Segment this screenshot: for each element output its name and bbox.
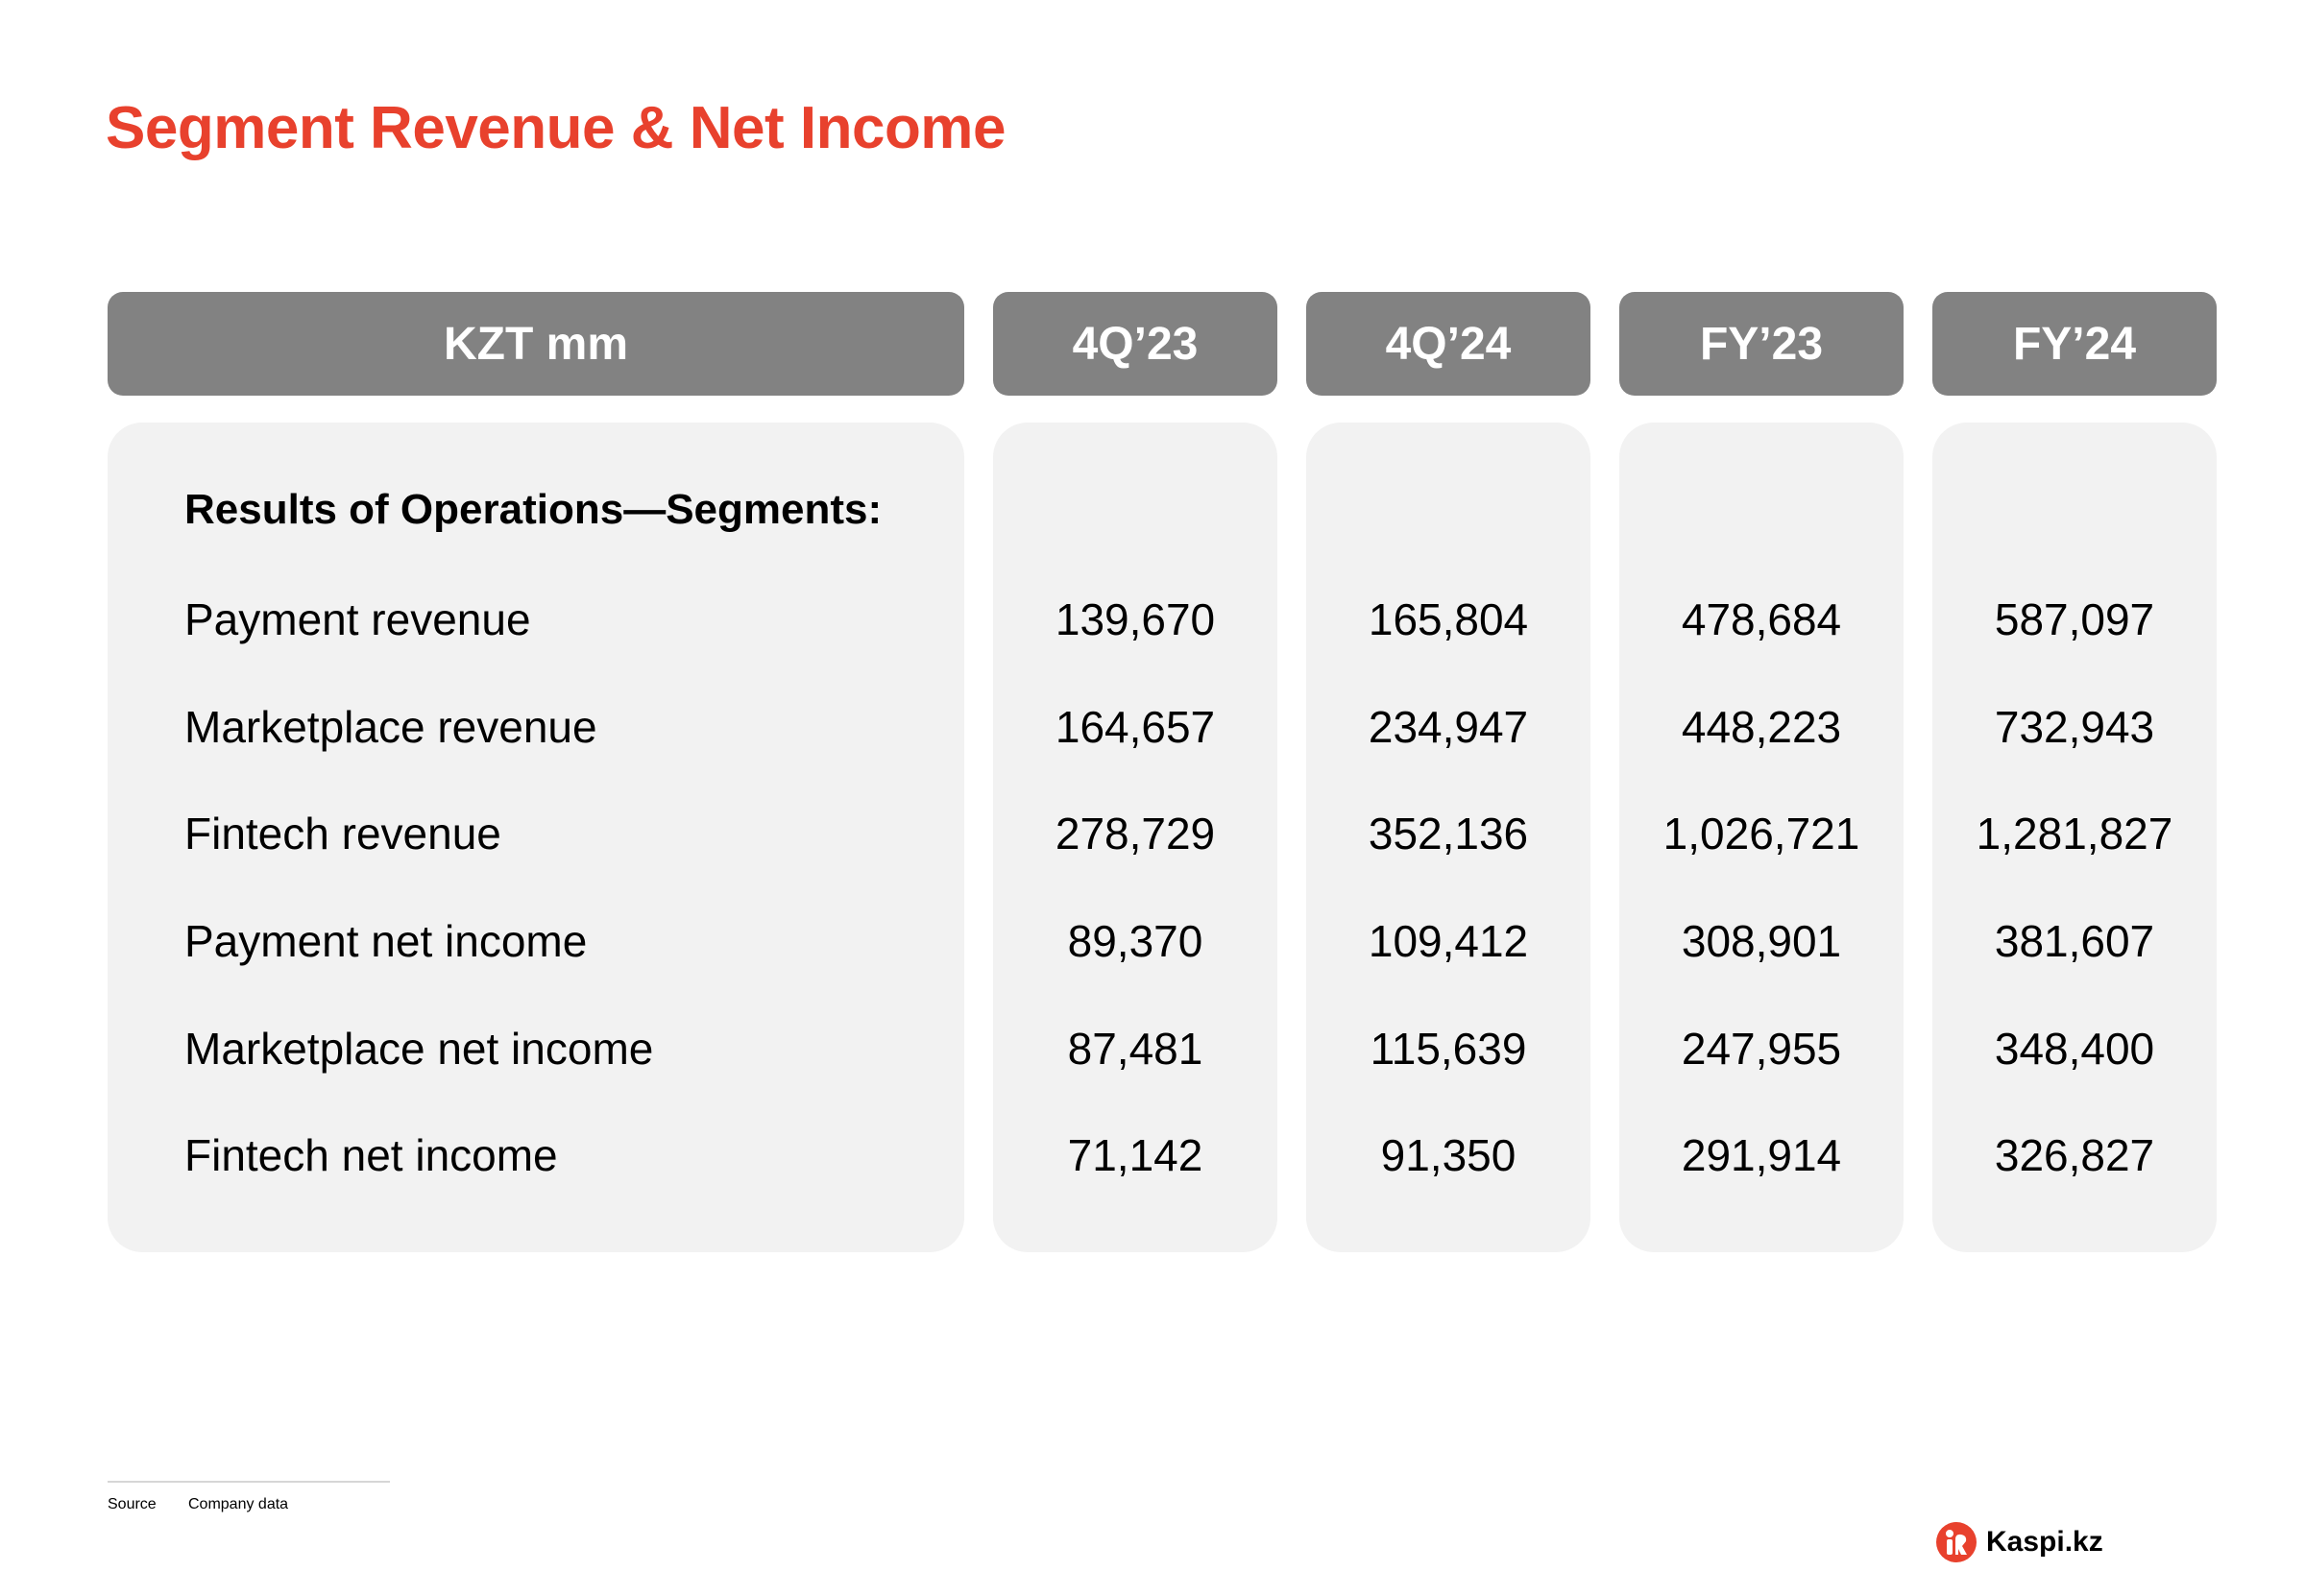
footer-source-label: Source	[108, 1496, 157, 1512]
kaspi-logo-icon	[1936, 1522, 1977, 1562]
cell-value: 352,136	[1368, 809, 1529, 858]
header-4q24: 4Q’24	[1306, 292, 1590, 396]
cell-value: 115,639	[1370, 1024, 1527, 1074]
cell-value: 478,684	[1681, 594, 1842, 644]
row-label-fintech-net-income: Fintech net income	[184, 1130, 558, 1180]
row-label-payment-revenue: Payment revenue	[184, 594, 531, 644]
footer-source-text: Company data	[188, 1496, 289, 1512]
footer-divider	[108, 1481, 390, 1483]
header-4q23: 4Q’23	[993, 292, 1277, 396]
cell-value: 247,955	[1681, 1024, 1842, 1074]
cell-value: 732,943	[1994, 702, 2155, 752]
section-label: Results of Operations—Segments:	[184, 486, 883, 533]
cell-value: 87,481	[1067, 1024, 1203, 1074]
cell-value: 234,947	[1368, 702, 1529, 752]
header-fy24: FY’24	[1932, 292, 2217, 396]
cell-value: 587,097	[1994, 594, 2155, 644]
cell-value: 381,607	[1994, 916, 2155, 966]
row-label-fintech-revenue: Fintech revenue	[184, 809, 501, 858]
logo-text: Kaspi.kz	[1986, 1526, 2103, 1558]
row-label-payment-net-income: Payment net income	[184, 916, 588, 966]
cell-value: 71,142	[1067, 1130, 1203, 1180]
column-fy24	[1932, 423, 2217, 1252]
header-units: KZT mm	[108, 292, 964, 396]
cell-value: 139,670	[1055, 594, 1216, 644]
cell-value: 164,657	[1055, 702, 1216, 752]
cell-value: 326,827	[1994, 1130, 2155, 1180]
page-title: Segment Revenue & Net Income	[106, 95, 1006, 161]
header-fy23: FY’23	[1619, 292, 1904, 396]
cell-value: 109,412	[1368, 916, 1529, 966]
cell-value: 448,223	[1681, 702, 1842, 752]
kaspi-logo	[1936, 1521, 2103, 1563]
row-label-marketplace-net-income: Marketplace net income	[184, 1024, 654, 1074]
cell-value: 1,281,827	[1976, 809, 2173, 858]
label-panel	[108, 423, 964, 1252]
row-label-marketplace-revenue: Marketplace revenue	[184, 702, 597, 752]
cell-value: 91,350	[1380, 1130, 1516, 1180]
column-4q24	[1306, 423, 1590, 1252]
cell-value: 308,901	[1681, 916, 1842, 966]
cell-value: 89,370	[1067, 916, 1203, 966]
cell-value: 1,026,721	[1662, 809, 1860, 858]
cell-value: 291,914	[1681, 1130, 1842, 1180]
cell-value: 348,400	[1994, 1024, 2155, 1074]
column-fy23	[1619, 423, 1904, 1252]
cell-value: 165,804	[1368, 594, 1529, 644]
column-4q23	[993, 423, 1277, 1252]
cell-value: 278,729	[1055, 809, 1216, 858]
